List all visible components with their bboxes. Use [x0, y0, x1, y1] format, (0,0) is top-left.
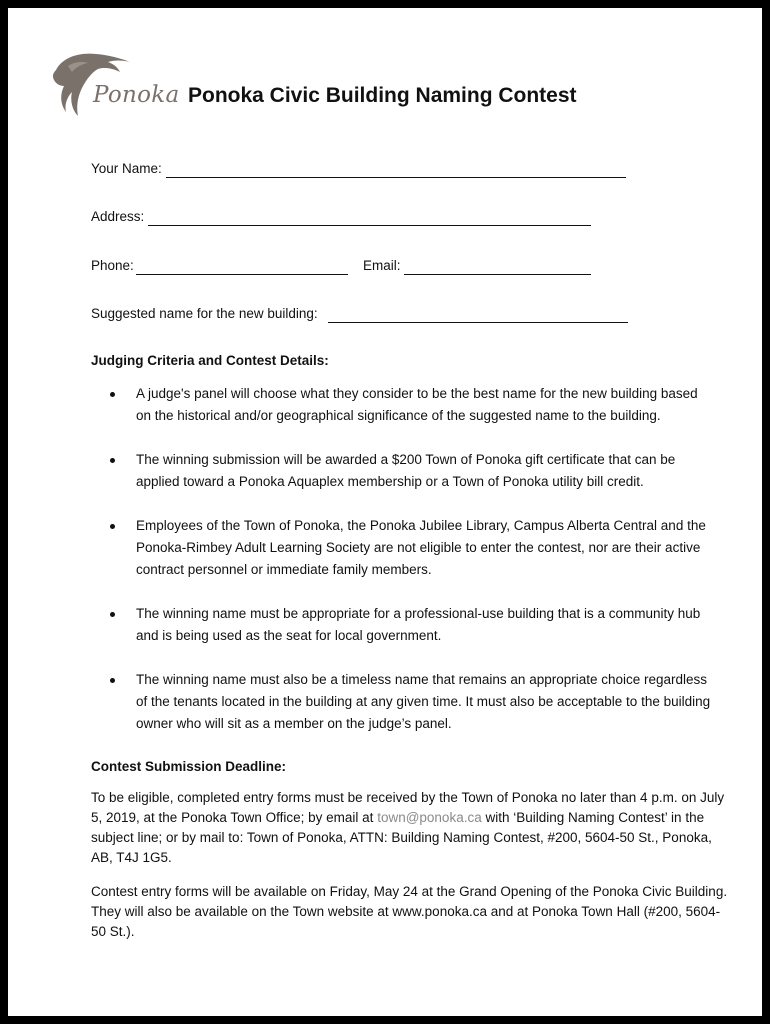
name-field[interactable] [166, 177, 626, 178]
bullet-icon [110, 524, 115, 529]
bullet-icon [110, 612, 115, 617]
suggested-name-field[interactable] [328, 322, 628, 323]
criteria-item: Employees of the Town of Ponoka, the Ponoka Jubilee Library, Campus Alberta Central and the Ponoka-Rimbey Adult Learning Society are not eligible to enter the contest, nor are their active contract personnel or immediate family members. [116, 515, 716, 581]
email-label: Email: [363, 258, 401, 273]
criteria-heading: Judging Criteria and Contest Details: [91, 353, 329, 368]
phone-label: Phone: [91, 258, 134, 273]
phone-field[interactable] [136, 274, 348, 275]
criteria-item: A judge's panel will choose what they consider to be the best name for the new building based on the historical and/or geographical significance of the suggested name to the building. [116, 383, 716, 427]
logo-wordmark: Ponoka [93, 82, 180, 108]
address-field[interactable] [148, 225, 591, 226]
bullet-icon [110, 392, 115, 397]
address-label: Address: [91, 209, 145, 224]
criteria-item: The winning name must be appropriate for a professional-use building that is a community hub and is being used as the seat for local government. [116, 603, 716, 647]
deadline-paragraph: To be eligible, completed entry forms must be received by the Town of Ponoka no later than 4 p.m. on July 5, 2019, at the Ponoka Town Office; by email at town@ponoka.ca with ‘Building Naming Contest’ in the subject line; or by mail to: Town of Ponoka, ATTN: Building Naming Contest, #200, 5604-50 St., Ponoka, AB, T4J 1G5. [91, 790, 725, 865]
suggested-name-label: Suggested name for the new building: [91, 306, 318, 321]
ponoka-logo [48, 48, 183, 126]
criteria-item: The winning name must also be a timeless name that remains an appropriate choice regardless of the tenants located in the building at any given time. It must also be acceptable to the building owner who will sit as a member on the judge’s panel. [116, 669, 716, 735]
criteria-item: The winning submission will be awarded a $200 Town of Ponoka gift certificate that can be applied toward a Ponoka Aquaplex membership or a Town of Ponoka utility bill credit. [116, 449, 716, 493]
name-label: Your Name: [91, 161, 162, 176]
availability-paragraph: Contest entry forms will be available on Friday, May 24 at the Grand Opening of the Ponoka Civic Building. They will also be available on the Town website at www.ponoka.ca and at Ponoka Town Hall (#200, 5604-50 St.). [91, 884, 728, 939]
email-link[interactable]: town@ponoka.ca [377, 810, 482, 825]
bullet-icon [110, 678, 115, 683]
email-field[interactable] [404, 274, 591, 275]
deadline-heading: Contest Submission Deadline: [91, 759, 287, 774]
bullet-icon [110, 458, 115, 463]
document-page [8, 8, 762, 1016]
page-title: Ponoka Civic Building Naming Contest [188, 84, 577, 107]
